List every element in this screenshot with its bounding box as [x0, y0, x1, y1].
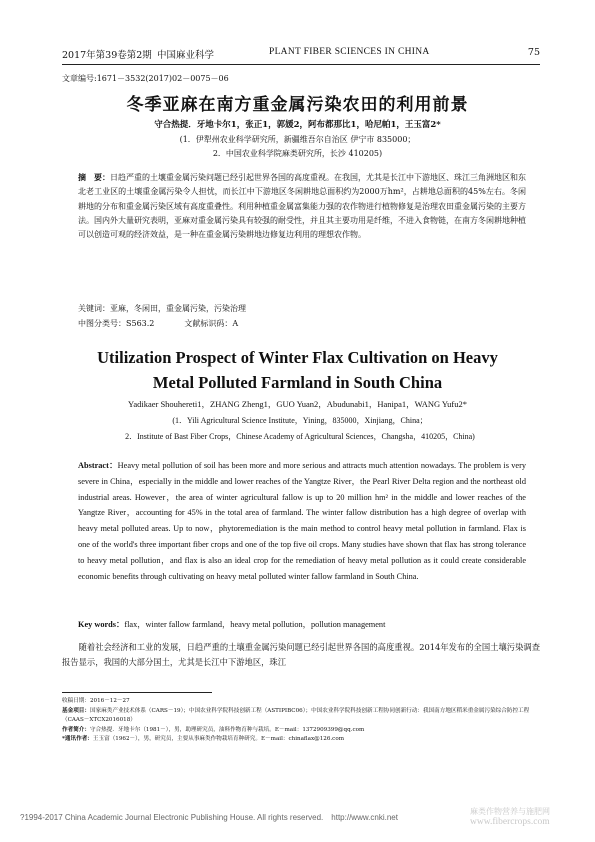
affiliations-en — [30, 413, 570, 445]
footnotes — [62, 697, 542, 745]
keywords-cn-text: 亚麻，冬闲田，重金属污染，污染治理 — [110, 304, 246, 313]
doc-code-value: A — [232, 319, 239, 328]
keywords-en-text: flax，winter fallow farmland，heavy metal pollution，pollution management — [124, 620, 386, 629]
watermark-url: www.fibercrops.com — [470, 817, 550, 827]
footnote-corr-label: *通讯作者： — [62, 736, 93, 743]
authors-en: Yadikaer Shouhereti1，ZHANG Zheng1，GUO Yuan2，Abudunabi1，Hanipa1，WANG Yufu2* — [128, 399, 467, 409]
affiliations-cn — [0, 133, 595, 161]
affiliation-en-2: 2．Institute of Bast Fiber Crops，Chinese Academy of Agricultural Sciences，Changsha，410205，China) — [125, 432, 475, 441]
doc-code-label: 文献标识码： — [184, 319, 233, 328]
title-en — [0, 345, 595, 395]
clc-label: 中图分类号： — [78, 319, 126, 328]
abstract-cn — [78, 170, 526, 242]
footnote-corr-text: 王玉富（1962－），男，研究员，主要从事麻类作物栽培育种研究。E－mail：chinaflax@126.com — [92, 736, 344, 743]
journal-issue: 2017年第39卷第2期 — [62, 50, 152, 61]
abstract-en-text: Heavy metal pollution of soil has been more and more serious and attracts much attention nowadays. The problem is very severe in China，especially in the middle and lower reaches of the Yangtze River，the Pearl River Delta region and the northeast old industrial areas. However，the area of winter agricultural fallow is up to 20 million hm² in the middle and lower reaches of the Yangtze River，accounting for 45% in the total area of farmland. The winter fallow distribution has a high degree of overlap with heavy metal polluted areas. Up to now，phytoremediation is the main method to control heavy metal pollution in farmland. Flax is one of the world's three important fiber crops and one of the top five oil crops. Many studies have shown that flax has strong tolerance to heavy metal pollution，and flax is also an ideal crop for the remediation of heavy metal pollution as it could create considerable economic benefits through cultivating on heavy metal polluted winter fallow farmland in South China. — [78, 461, 527, 581]
header-rule — [62, 64, 540, 65]
watermark-line1: 麻类作物营养与施肥网 — [470, 807, 550, 816]
classification-line — [78, 318, 526, 329]
article-number: 文章编号:1671－3532(2017)02－0075－06 — [62, 74, 229, 83]
affiliation-cn-1: (1．伊犁州农业科学研究所，新疆维吾尔自治区 伊宁市 835000； — [179, 135, 416, 144]
running-header — [62, 47, 540, 63]
footnote-fund-label: 基金项目： — [62, 707, 90, 714]
body-paragraph: 随着社会经济和工业的发展，日趋严重的土壤重金属污染问题已经引起世界各国的高度重视。2014年发布的全国土壤污染调查报告显示，我国的大部分国土，尤其是长江中下游地区，珠江 — [62, 642, 540, 667]
title-cn: 冬季亚麻在南方重金属污染农田的利用前景 — [126, 95, 469, 115]
keywords-en — [78, 618, 526, 630]
abstract-en-label: Abstract： — [78, 461, 118, 470]
authors-cn: 守合热提．牙地卡尔1，张正1，郭媛2，阿布都那比1，哈尼帕1，王玉富2* — [154, 120, 441, 130]
page-number: 75 — [527, 47, 540, 58]
journal-name-cn: 中国麻业科学 — [157, 50, 215, 61]
journal-name-en: PLANT FIBER SCIENCES IN CHINA — [269, 47, 430, 57]
affiliation-en-1: (1．Yili Agricultural Science Institute，Yining，835000，Xinjiang，China； — [172, 416, 428, 425]
keywords-cn-label: 关键词： — [78, 304, 110, 313]
footnote-author-label: 作者简介： — [62, 726, 90, 733]
copyright-line: ?1994-2017 China Academic Journal Electronic Publishing House. All rights reserved. http://www.cnki.net — [20, 813, 398, 822]
title-en-line1: Utilization Prospect of Winter Flax Cultivation on Heavy — [97, 348, 498, 367]
footnote-author — [62, 726, 542, 736]
clc-value: S563.2 — [126, 319, 155, 328]
footnote-fund — [62, 707, 542, 726]
footnote-author-text: 守合热提．牙地卡尔（1981－），男，助理研究员，油料作物育种与栽培。E－mail：1372909399@qq.com — [89, 726, 365, 733]
title-en-line2: Metal Polluted Farmland in South China — [152, 373, 443, 392]
watermark — [470, 806, 550, 828]
keywords-en-label: Key words： — [78, 620, 125, 629]
footnote-rule — [62, 692, 212, 693]
abstract-cn-label: 摘 要： — [78, 172, 110, 182]
footnote-received: 收稿日期：2016－12－27 — [62, 698, 130, 704]
footnote-fund-text: 国家麻类产业技术体系（CARS－19）；中国农业科学院科技创新工程（ASTIPIBC06）；中国农业科学院科技创新工程协同创新行动：我国南方地区稻米重金属污染综合防控工程（CAAS－XTCX2016018） — [62, 707, 530, 724]
abstract-en — [78, 458, 526, 584]
footnote-corresponding — [62, 735, 542, 745]
keywords-cn — [78, 303, 526, 314]
affiliation-cn-2: 2．中国农业科学院麻类研究所，长沙 410205) — [212, 149, 383, 158]
abstract-cn-text: 日趋严重的土壤重金属污染问题已经引起世界各国的高度重视。在我国，尤其是长江中下游地区、珠江三角洲地区和东北老工业区的土壤重金属污染令人担忧，而长江中下游地区冬闲耕地总面积约为2000万hm²，占耕地总面积的45%左右。冬闲耕地的分布和重金属污染区域有高度重叠性。利用种植重金属富集能力强的农作物进行植物修复是治理农田重金属污染的主要方法。国内外大量研究表明，亚麻对重金属污染具有较强的耐受性，并且其主要功用是纤维，不进入食物链，在南方冬闲耕地种植可以创造可观的经济效益，是一种在重金属污染耕地边修复边利用的理想农作物。 — [78, 173, 526, 240]
